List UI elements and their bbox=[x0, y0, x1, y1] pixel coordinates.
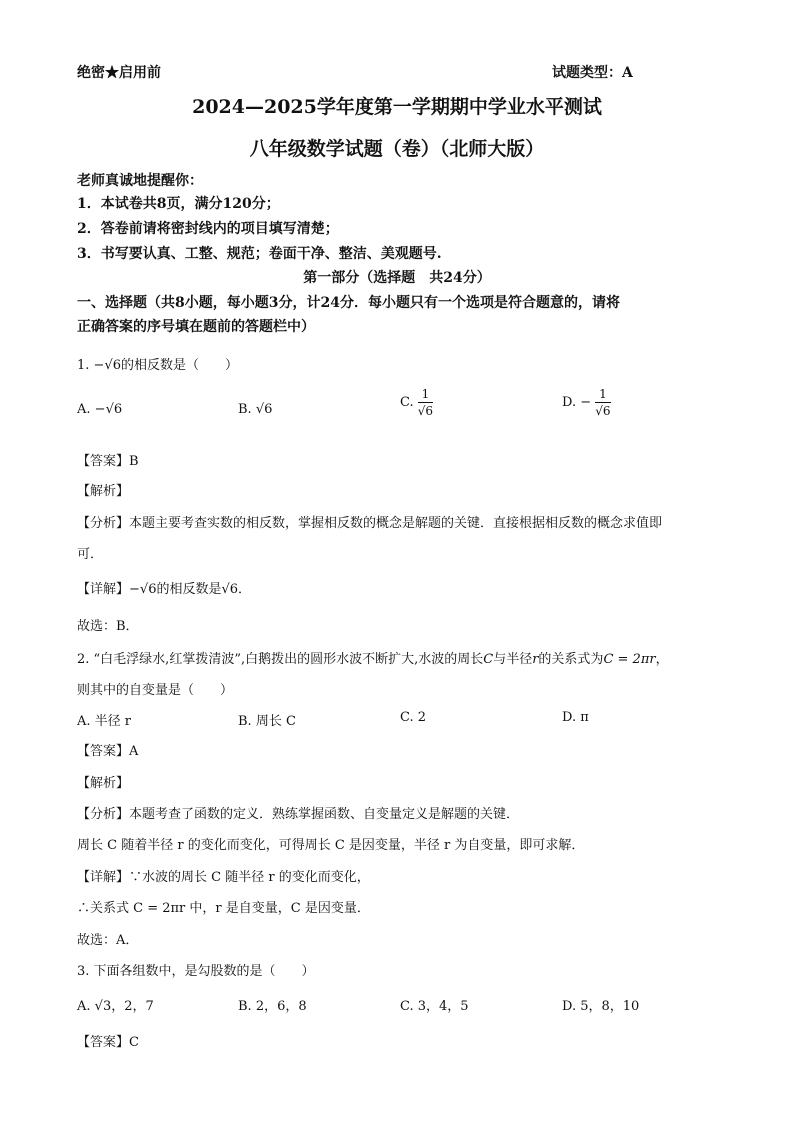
detail-text: ∵水波的周长 C 随半径 r 的变化而变化， bbox=[129, 870, 370, 885]
fenxi-text: 本题考查了函数的定义．熟练掌握函数、自变量定义是解题的关键． bbox=[129, 807, 520, 822]
option-label: C. bbox=[400, 395, 414, 410]
q1-fenxi bbox=[77, 512, 662, 531]
confidential-label: 绝密★启用前 bbox=[77, 65, 161, 81]
detail-tag: 【详解】 bbox=[77, 870, 130, 885]
q1-detail bbox=[77, 578, 251, 597]
answer-value: C bbox=[129, 1035, 139, 1050]
note-item: 2．答卷前请将密封线内的项目填写清楚； bbox=[77, 221, 339, 237]
q3-option-b: B. 2，6，8 bbox=[238, 999, 307, 1014]
option-label: B. bbox=[238, 402, 252, 417]
option-label: D. bbox=[562, 395, 577, 410]
q3-option-d: D. 5，8，10 bbox=[562, 999, 640, 1014]
detail-expression: √6 bbox=[221, 582, 239, 597]
question-1 bbox=[77, 354, 238, 373]
answer-tag: 【答案】 bbox=[77, 744, 130, 759]
exam-subtitle: 八年级数学试题（卷）（北师大版） bbox=[249, 138, 545, 160]
exam-title: 2024—2025学年度第一学期期中学业水平测试 bbox=[192, 96, 602, 118]
minus-sign: − bbox=[580, 395, 592, 410]
q2-detail bbox=[77, 866, 370, 885]
variable-c: C bbox=[483, 652, 494, 667]
question-stem: 与半径 bbox=[493, 652, 533, 667]
q1-analysis-tag: 【解析】 bbox=[77, 484, 130, 499]
fenxi-tag: 【分析】 bbox=[77, 807, 130, 822]
q2-answer bbox=[77, 740, 138, 759]
option-label: A. bbox=[77, 402, 91, 417]
formula: C = 2πr bbox=[603, 652, 656, 667]
notes-heading: 老师真诚地提醒你： bbox=[77, 173, 203, 189]
q3-option-a bbox=[77, 995, 154, 1014]
q1-choice: 故选：B． bbox=[77, 619, 139, 634]
note-item: 1．本试卷共8页，满分120分； bbox=[77, 196, 280, 212]
q2-choice: 故选：A． bbox=[77, 933, 139, 948]
question-expression: −√6 bbox=[93, 358, 121, 373]
detail-expression: −√6 bbox=[129, 582, 157, 597]
paper-type-label: 试题类型：A bbox=[552, 65, 633, 81]
q1-option-b bbox=[238, 402, 272, 417]
question-2-cont: 则其中的自变量是（ ） bbox=[77, 683, 234, 698]
option-value: √6 bbox=[255, 402, 273, 417]
q3-option-c: C. 3，4，5 bbox=[400, 999, 469, 1014]
detail-text: 的相反数是 bbox=[156, 582, 222, 597]
q2-option-b: B. 周长 C bbox=[238, 714, 296, 729]
q2-analysis-tag: 【解析】 bbox=[77, 776, 130, 791]
answer-value: B bbox=[129, 454, 139, 469]
option-label: A. bbox=[77, 999, 91, 1014]
fenxi-tag: 【分析】 bbox=[77, 516, 130, 531]
q1-fenxi-cont: 可． bbox=[77, 547, 104, 562]
detail-text: ． bbox=[238, 582, 252, 597]
q1-option-d bbox=[562, 388, 611, 417]
q2-therefore: ∴关系式 C = 2πr 中，r 是自变量，C 是因变量． bbox=[77, 901, 370, 916]
q1-answer bbox=[77, 450, 139, 469]
note-item: 3．书写要认真、工整、规范；卷面干净、整洁、美观题号. bbox=[77, 246, 442, 262]
fraction-numerator: 1 bbox=[595, 388, 610, 403]
answer-tag: 【答案】 bbox=[77, 454, 130, 469]
q2-fenxi bbox=[77, 803, 519, 822]
q1-option-a bbox=[77, 402, 122, 417]
question-3: 3. 下面各组数中，是勾股数的是（ ） bbox=[77, 964, 315, 979]
answer-tag: 【答案】 bbox=[77, 1035, 130, 1050]
option-value: ，2，7 bbox=[111, 999, 154, 1014]
question-stem: 2. “白毛浮绿水,红掌拨清波”,白鹅拨出的圆形水波不断扩大,水波的周长 bbox=[77, 652, 484, 667]
q2-option-c: C. 2 bbox=[400, 710, 427, 725]
q2-option-a: A. 半径 r bbox=[77, 714, 131, 729]
part1-heading: 第一部分（选择题 共24分） bbox=[303, 270, 491, 286]
question-number: 1. bbox=[77, 358, 90, 373]
fraction-numerator: 1 bbox=[418, 388, 433, 403]
answer-value: A bbox=[129, 744, 139, 759]
option-root: √3 bbox=[94, 999, 112, 1014]
fenxi-text: 本题主要考查实数的相反数，掌握相反数的概念是解题的关键．直接根据相反数的概念求值即 bbox=[129, 516, 663, 531]
question-stem: 的相反数是（ ） bbox=[121, 358, 239, 373]
fraction-denominator: √6 bbox=[417, 404, 434, 418]
question-stem: 的关系式为 bbox=[538, 652, 604, 667]
q2-option-d: D. π bbox=[562, 710, 589, 725]
fraction bbox=[418, 388, 433, 417]
question-2 bbox=[77, 648, 669, 667]
q2-explain: 周长 C 随着半径 r 的变化而变化，可得周长 C 是因变量，半径 r 为自变量，即可求解． bbox=[77, 838, 585, 853]
q3-answer bbox=[77, 1031, 139, 1050]
option-value: −√6 bbox=[94, 402, 123, 417]
fraction-denominator: √6 bbox=[595, 404, 611, 418]
detail-tag: 【详解】 bbox=[77, 582, 130, 597]
fraction bbox=[595, 388, 610, 417]
punctuation: ， bbox=[655, 652, 669, 667]
variable-r: r bbox=[532, 652, 539, 667]
q1-option-c bbox=[400, 388, 433, 417]
section1-instructions-cont: 正确答案的序号填在题前的答题栏中） bbox=[77, 319, 315, 335]
section1-instructions: 一、选择题（共8小题，每小题3分，计24分．每小题只有一个选项是符合题意的，请将 bbox=[77, 295, 620, 311]
